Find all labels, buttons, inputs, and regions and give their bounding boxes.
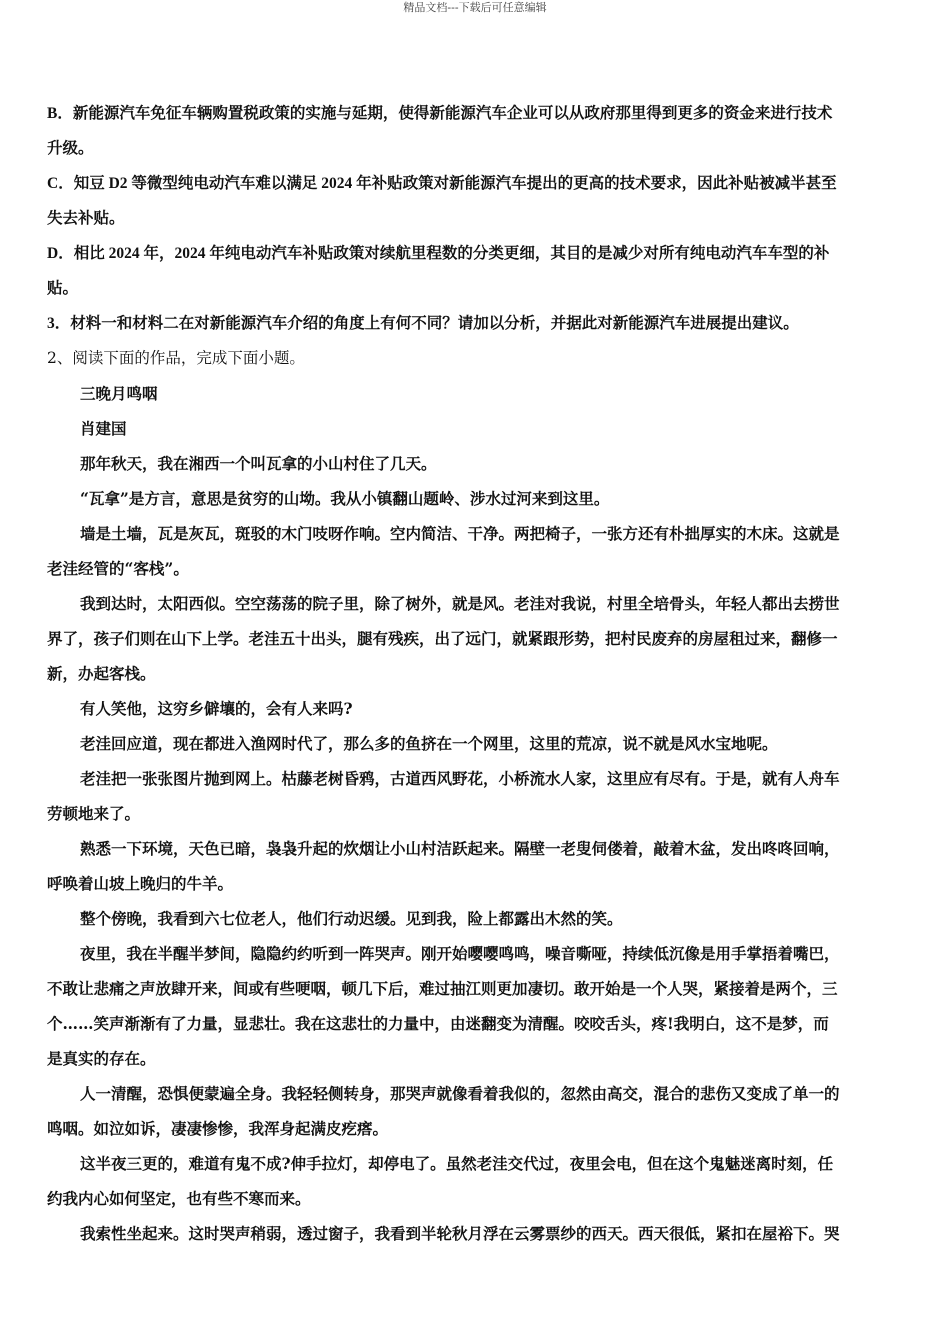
paragraph-line: 有人笑他，这穷乡僻壤的，会有人来吗?: [80, 699, 353, 718]
paragraph-line: 这半夜三更的，难道有鬼不成?伸手拉灯，却停电了。虽然老洼交代过，夜里会电，但在这个鬼魅迷离时刻，任: [80, 1154, 834, 1173]
paragraph-line: 我索性坐起来。这时哭声稍弱，透过窗子，我看到半轮秋月浮在云雾票纱的西天。西天很低，紧扣在屋裕下。哭: [80, 1224, 840, 1243]
paragraph-line: 是真实的存在。: [47, 1049, 156, 1068]
paragraph-line: 不敢让悲痛之声放肆开来，间或有些哽咽，顿几下后，难过抽江则更加凄切。敢开始是一个人哭，紧接着是两个，三: [47, 979, 838, 998]
option-d-line-1: D．相比 2024 年，2024 年纯电动汽车补贴政策对续航里程数的分类更细，其目的是减少对所有纯电动汽车车型的补: [47, 245, 830, 262]
paragraph-line: 老洼回应道，现在都进入渔网时代了，那么多的鱼挤在一个网里，这里的荒凉，说不就是风水宝地呢。: [80, 734, 778, 753]
option-b-line-1: B．新能源汽车免征车辆购置税政策的实施与延期，使得新能源汽车企业可以从政府那里得到更多的资金来进行技术: [47, 105, 833, 122]
option-b-line-2: 升级。: [47, 140, 94, 157]
section-2-heading: 2、阅读下面的作品，完成下面小题。: [47, 349, 305, 367]
document-body: [47, 96, 903, 1251]
option-d-line-2: 贴。: [47, 280, 79, 297]
paragraph-line: 约我内心如何坚定，也有些不寒而来。: [47, 1189, 311, 1208]
page-header: 精品文档---下载后可任意编辑: [403, 1, 547, 14]
paragraph-line: 鸣咽。如泣如诉，凄凄惨惨，我浑身起满皮疙瘩。: [47, 1119, 389, 1138]
story-title: 三晚月鸣咽: [80, 384, 158, 403]
paragraph-line: 熟悉一下环境，天色已暗，袅袅升起的炊烟让小山村洁跃起来。隔壁一老叟伺偻着，敲着木盆，发出咚咚回响，: [80, 839, 840, 858]
paragraph-line: 新，办起客栈。: [47, 664, 156, 683]
paragraph-line: 那年秋天，我在湘西一个叫瓦拿的小山村住了几天。: [80, 454, 437, 473]
paragraph-line: “瓦拿”是方言，意思是贫穷的山坳。我从小镇翻山题岭、涉水过河来到这里。: [80, 489, 610, 508]
paragraph-line: 人一清醒，恐惧便蒙遍全身。我轻轻侧转身，那哭声就像看着我似的，忽然由高交，混合的悲伤又变成了单一的: [80, 1084, 840, 1103]
paragraph-line: 劳顿地来了。: [47, 804, 141, 823]
paragraph-line: 个……笑声渐渐有了力量，显悲壮。我在这悲壮的力量中，由迷翻变为清醒。咬咬舌头，疼!我明白，这不是梦，而: [47, 1014, 829, 1033]
paragraph-line: 夜里，我在半醒半梦间，隐隐约约听到一阵哭声。刚开始嘤嘤鸣鸣，噪音嘶哑，持续低沉像是用手掌捂着嘴巴，: [80, 944, 840, 963]
question-3: 3．材料一和材料二在对新能源汽车介绍的角度上有何不同？请加以分析，并据此对新能源汽车进展提出建议。: [47, 315, 799, 332]
paragraph-line: 整个傍晚，我看到六七位老人，他们行动迟缓。见到我，险上都露出木然的笑。: [80, 909, 623, 928]
paragraph-line: 老洼把一张张图片抛到网上。枯藤老树昏鸦，古道西风野花，小桥流水人家，这里应有尽有。于是，就有人舟车: [80, 769, 840, 788]
paragraph-line: 老洼经管的“客栈”。: [47, 559, 189, 578]
option-c-line-1: C．知豆 D2 等微型纯电动汽车难以满足 2024 年补贴政策对新能源汽车提出的更高的技术要求，因此补贴被减半甚至: [47, 175, 837, 192]
option-c-line-2: 失去补贴。: [47, 210, 125, 227]
paragraph-line: 墙是土墙，瓦是灰瓦，斑驳的木门吱呀作响。空内简洁、干净。两把椅子，一张方还有朴拙厚实的木床。这就是: [80, 524, 840, 543]
paragraph-line: 界了，孩子们则在山下上学。老洼五十出头，腿有残疾，出了远门，就紧跟形势，把村民废弃的房屋租过来，翻修一: [47, 629, 838, 648]
paragraph-line: 呼唤着山坡上晚归的牛羊。: [47, 874, 234, 893]
paragraph-line: 我到达时，太阳西似。空空荡荡的院子里，除了树外，就是风。老洼对我说，村里全培骨头，年轻人都出去捞世: [80, 594, 840, 613]
story-author: 肖建国: [80, 419, 127, 438]
